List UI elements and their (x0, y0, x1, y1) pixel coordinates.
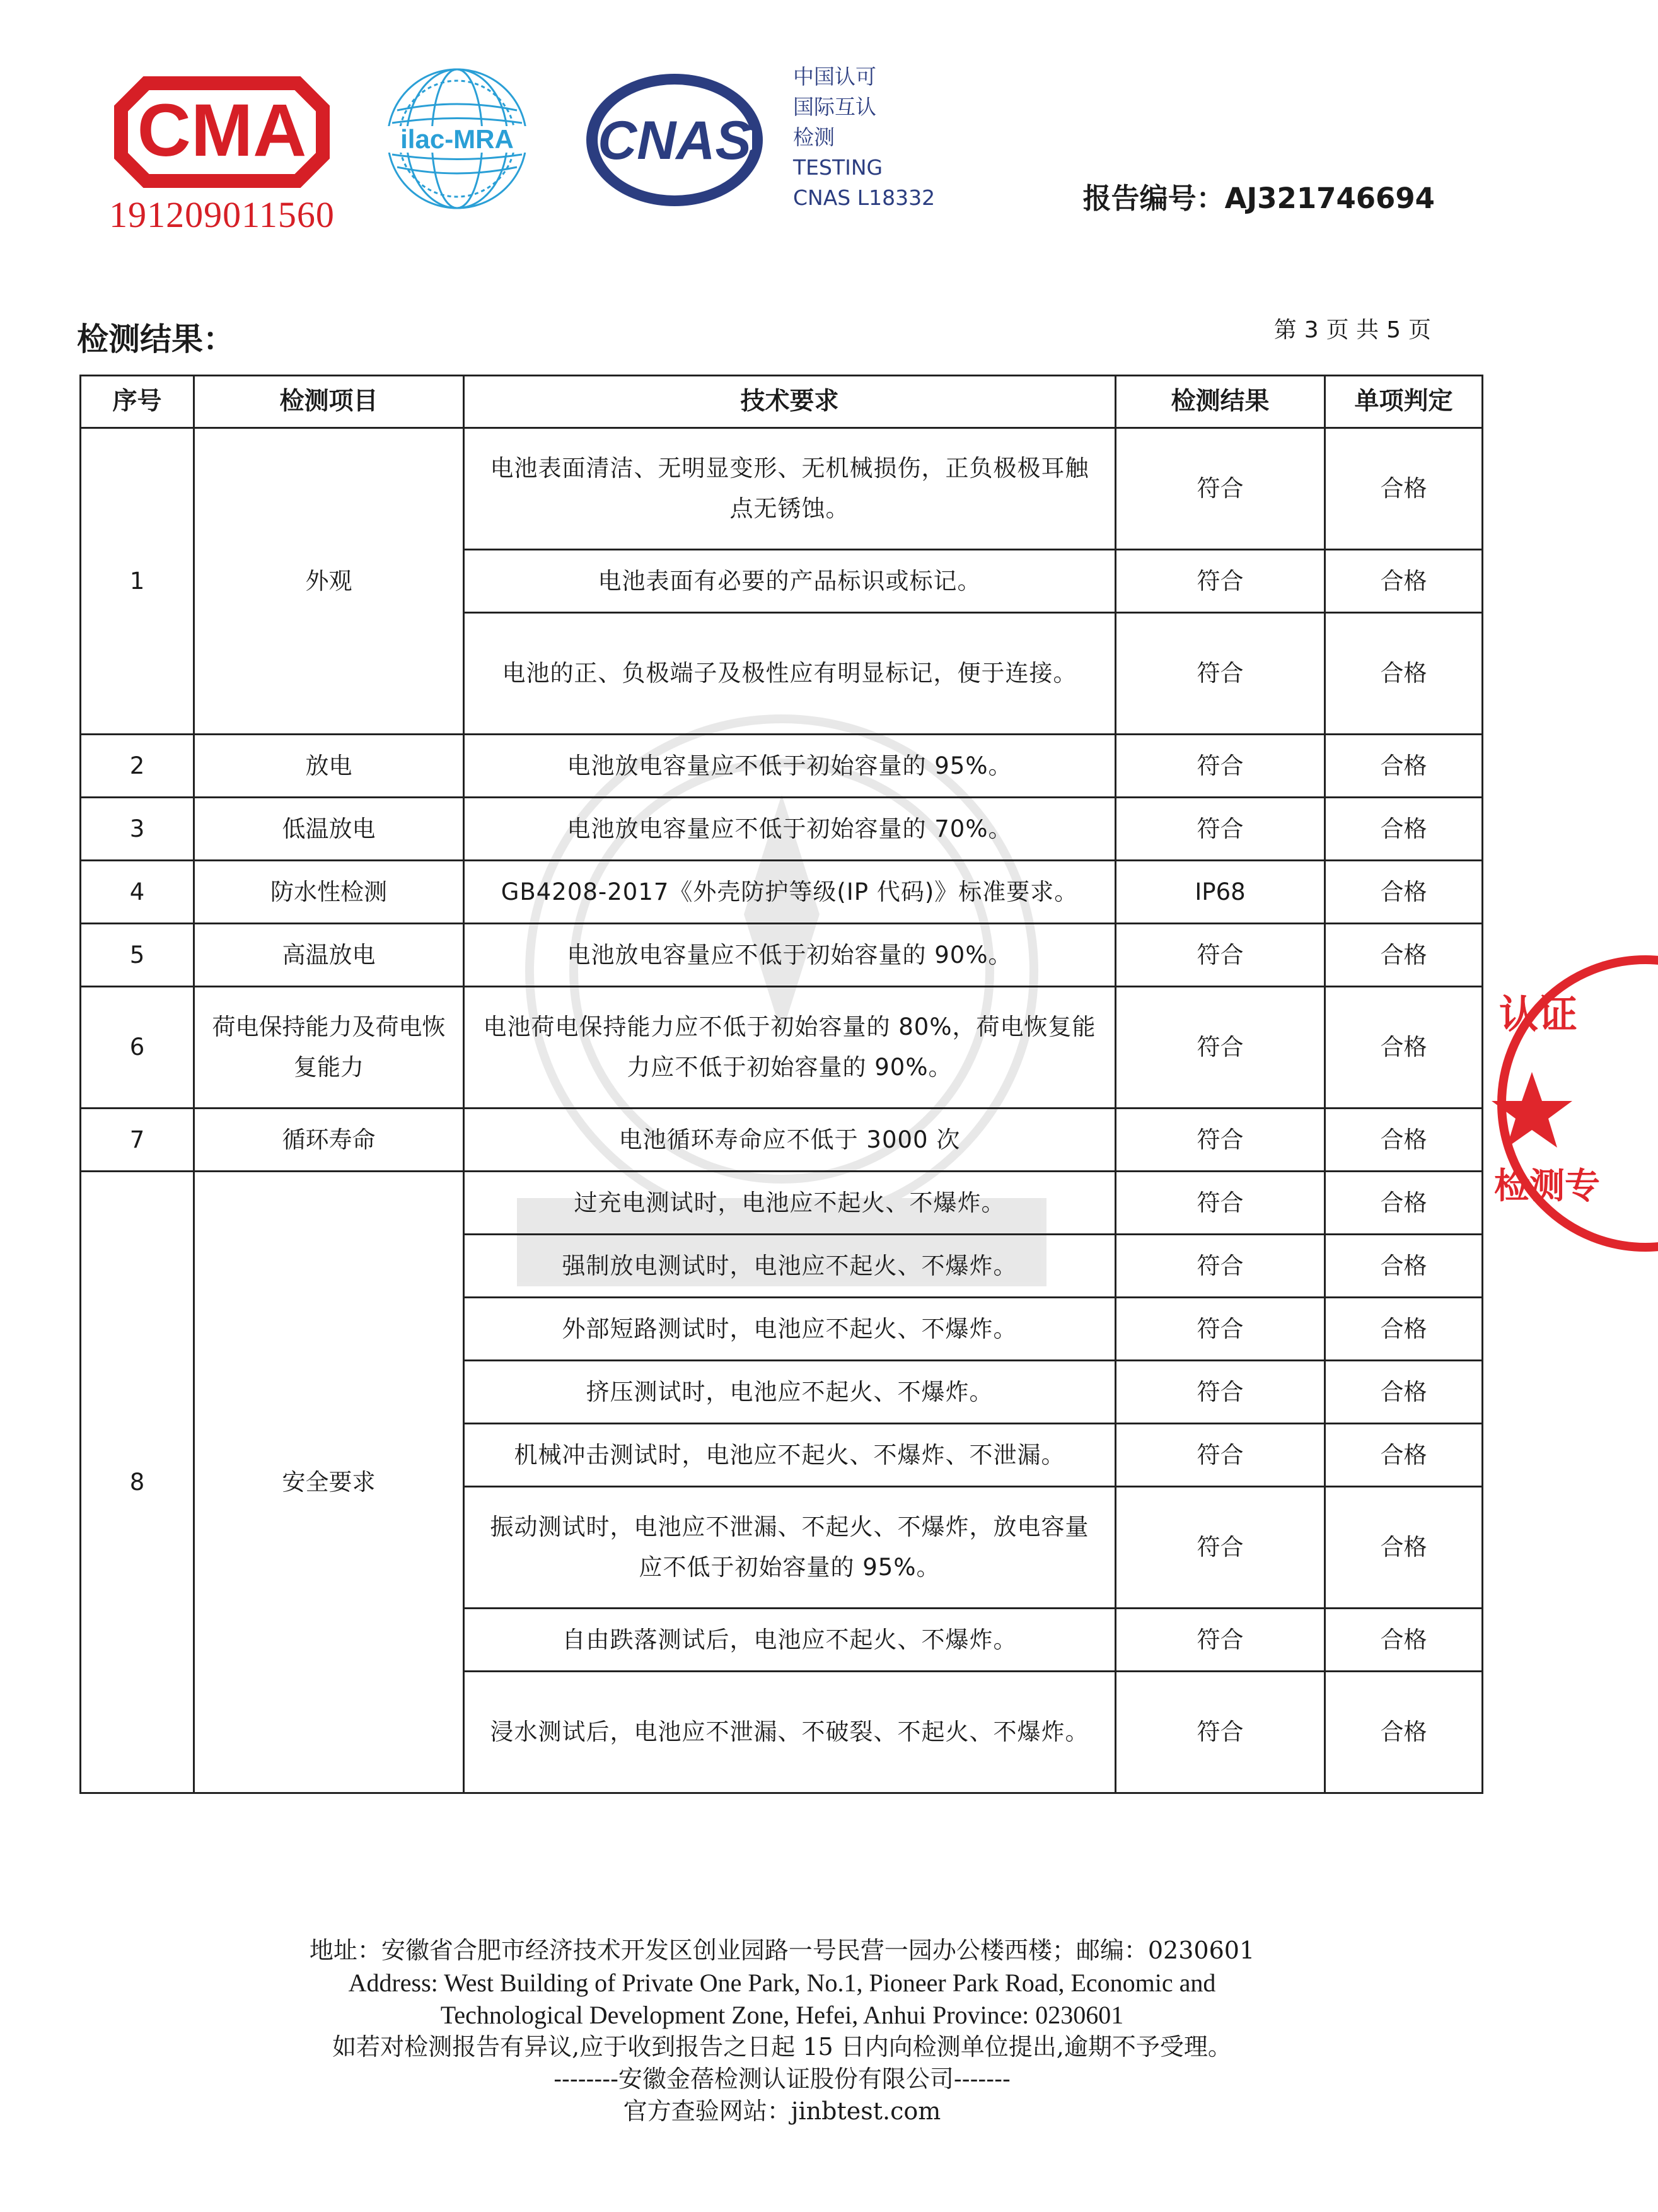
cell-result: 符合 (1116, 1424, 1325, 1487)
cell-judgement: 合格 (1325, 1672, 1483, 1793)
cell-judgement: 合格 (1325, 861, 1483, 924)
cnas-line: 中国认可 (793, 64, 876, 89)
cell-result: 符合 (1116, 550, 1325, 613)
cell-requirement: 电池荷电保持能力应不低于初始容量的 80%，荷电恢复能力应不低于初始容量的 90%。 (464, 987, 1116, 1109)
cell-requirement: 外部短路测试时，电池应不起火、不爆炸。 (464, 1298, 1116, 1361)
table-row (81, 987, 1483, 1109)
cell-requirement: 浸水测试后，电池应不泄漏、不破裂、不起火、不爆炸。 (464, 1672, 1116, 1793)
ilac-mra-logo (378, 60, 536, 218)
seal-text-top: 认证 (1499, 991, 1578, 1037)
cell-requirement: 电池表面清洁、无明显变形、无机械损伤，正负极极耳触点无锈蚀。 (464, 428, 1116, 550)
cma-logo (108, 71, 335, 238)
cell-requirement: GB4208-2017《外壳防护等级(IP 代码)》标准要求。 (464, 861, 1116, 924)
page-middle: 页 共 (1326, 317, 1379, 343)
ilac-logo-text: ilac-MRA (400, 124, 514, 154)
cell-item: 防水性检测 (194, 861, 464, 924)
cell-judgement: 合格 (1325, 1235, 1483, 1298)
page-prefix: 第 (1273, 317, 1297, 343)
cell-requirement: 电池放电容量应不低于初始容量的 90%。 (464, 924, 1116, 987)
cell-judgement: 合格 (1325, 924, 1483, 987)
cell-result: 符合 (1116, 1487, 1325, 1609)
cell-judgement: 合格 (1325, 1487, 1483, 1609)
cell-judgement: 合格 (1325, 428, 1483, 550)
cell-result: 符合 (1116, 1172, 1325, 1235)
cell-seq: 5 (81, 924, 194, 987)
cell-requirement: 电池放电容量应不低于初始容量的 70%。 (464, 798, 1116, 861)
seal-text-bottom: 检测专 (1494, 1166, 1600, 1207)
company-seal (1494, 940, 1600, 1267)
cell-judgement: 合格 (1325, 1298, 1483, 1361)
page-suffix: 页 (1408, 317, 1431, 343)
cell-result: 符合 (1116, 1235, 1325, 1298)
cell-item: 外观 (194, 428, 464, 735)
cell-item: 低温放电 (194, 798, 464, 861)
cell-result: 符合 (1116, 428, 1325, 550)
cell-judgement: 合格 (1325, 550, 1483, 613)
cell-judgement: 合格 (1325, 1172, 1483, 1235)
cell-result: 符合 (1116, 735, 1325, 798)
cnas-logo (583, 71, 766, 209)
cell-result: 符合 (1116, 924, 1325, 987)
cell-result: 符合 (1116, 1672, 1325, 1793)
cell-requirement: 过充电测试时，电池应不起火、不爆炸。 (464, 1172, 1116, 1235)
table-row (81, 1172, 1483, 1235)
results-table (79, 375, 1483, 1794)
cell-judgement: 合格 (1325, 735, 1483, 798)
cell-result: 符合 (1116, 1361, 1325, 1424)
cell-judgement: 合格 (1325, 798, 1483, 861)
table-row (81, 924, 1483, 987)
cell-requirement: 振动测试时，电池应不泄漏、不起火、不爆炸，放电容量应不低于初始容量的 95%。 (464, 1487, 1116, 1609)
cma-certificate-number: 191209011560 (109, 194, 335, 235)
report-number: 报告编号：AJ321746694 (1082, 182, 1435, 215)
header-judgement: 单项判定 (1325, 376, 1483, 428)
cell-result: 符合 (1116, 987, 1325, 1109)
table-row (81, 735, 1483, 798)
header-seq: 序号 (81, 376, 194, 428)
footer-website[interactable]: 官方查验网站：jinbtest.com (623, 2097, 941, 2125)
cell-requirement: 电池表面有必要的产品标识或标记。 (464, 550, 1116, 613)
cell-requirement: 电池循环寿命应不低于 3000 次 (464, 1109, 1116, 1172)
cell-result: IP68 (1116, 861, 1325, 924)
cell-result: 符合 (1116, 1298, 1325, 1361)
cell-seq: 3 (81, 798, 194, 861)
page-indicator (1270, 312, 1435, 344)
footer-notice: 如若对检测报告有异议,应于收到报告之日起 15 日内向检测单位提出,逾期不予受理。 (332, 2033, 1232, 2061)
cell-requirement: 电池的正、负极端子及极性应有明显标记，便于连接。 (464, 613, 1116, 735)
cell-seq: 8 (81, 1172, 194, 1793)
header-item: 检测项目 (194, 376, 464, 428)
footer-address-en-line1: Address: West Building of Private One Park, No.1, Pioneer Park Road, Economic and (348, 1969, 1216, 1997)
cell-requirement: 自由跌落测试后，电池应不起火、不爆炸。 (464, 1609, 1116, 1672)
section-title: 检测结果： (77, 321, 235, 358)
cell-item: 安全要求 (194, 1172, 464, 1793)
cell-result: 符合 (1116, 613, 1325, 735)
table-row (81, 861, 1483, 924)
cell-seq: 4 (81, 861, 194, 924)
table-row (81, 428, 1483, 550)
cnas-line: CNAS L18332 (793, 185, 936, 210)
cell-item: 放电 (194, 735, 464, 798)
cell-judgement: 合格 (1325, 613, 1483, 735)
header-requirement: 技术要求 (464, 376, 1116, 428)
header-result: 检测结果 (1116, 376, 1325, 428)
cma-logo-text: CMA (137, 89, 307, 172)
cell-result: 符合 (1116, 1109, 1325, 1172)
cnas-line: 国际互认 (793, 95, 876, 119)
cell-judgement: 合格 (1325, 1424, 1483, 1487)
cell-requirement: 挤压测试时，电池应不起火、不爆炸。 (464, 1361, 1116, 1424)
cell-item: 高温放电 (194, 924, 464, 987)
cnas-line: TESTING (793, 155, 883, 180)
footer-company: --------安徽金蓓检测认证股份有限公司------- (554, 2065, 1011, 2093)
cell-judgement: 合格 (1325, 1361, 1483, 1424)
cell-judgement: 合格 (1325, 1109, 1483, 1172)
cell-judgement: 合格 (1325, 1609, 1483, 1672)
cell-judgement: 合格 (1325, 987, 1483, 1109)
table-row (81, 798, 1483, 861)
table-row (81, 1109, 1483, 1172)
cell-item: 荷电保持能力及荷电恢复能力 (194, 987, 464, 1109)
cell-result: 符合 (1116, 1609, 1325, 1672)
cell-result: 符合 (1116, 798, 1325, 861)
cma-mark-icon (108, 71, 335, 194)
footer (0, 1935, 1564, 2128)
footer-address-cn: 地址：安徽省合肥市经济技术开发区创业园路一号民营一园办公楼西楼；邮编：0230601 (309, 1936, 1255, 1964)
cell-requirement: 电池放电容量应不低于初始容量的 95%。 (464, 735, 1116, 798)
cnas-accreditation-text (793, 62, 935, 213)
cell-seq: 1 (81, 428, 194, 735)
page-total: 5 (1386, 317, 1401, 343)
cell-seq: 2 (81, 735, 194, 798)
seal-stamp-icon (1494, 940, 1658, 1267)
cell-item: 循环寿命 (194, 1109, 464, 1172)
cell-requirement: 强制放电测试时，电池应不起火、不爆炸。 (464, 1235, 1116, 1298)
ilac-globe-icon (378, 60, 536, 218)
cell-seq: 7 (81, 1109, 194, 1172)
footer-address-en-line2: Technological Development Zone, Hefei, Anhui Province: 0230601 (440, 2001, 1124, 2029)
cell-seq: 6 (81, 987, 194, 1109)
cnas-logo-text: CNAS (598, 110, 751, 171)
cnas-line: 检测 (793, 125, 835, 149)
table-header-row (81, 376, 1483, 428)
cell-requirement: 机械冲击测试时，电池应不起火、不爆炸、不泄漏。 (464, 1424, 1116, 1487)
page-current: 3 (1304, 317, 1319, 343)
cnas-mark-icon (583, 71, 766, 209)
